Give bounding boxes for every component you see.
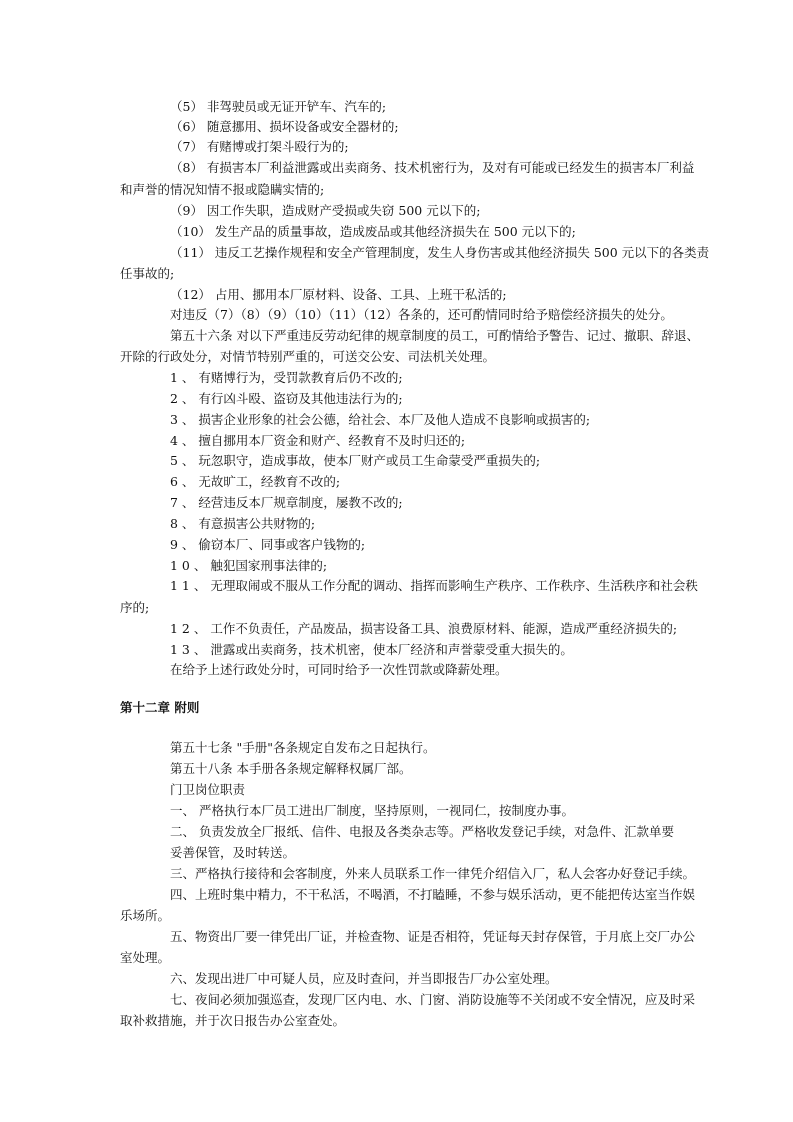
duty-line: 七、夜间必须加强巡查，发现厂区内电、水、门窗、消防设施等不关闭或不安全情况，应及时采 [170, 992, 696, 1007]
duty-line: 乐场所。 [120, 908, 171, 923]
clause-line: （11） 违反工艺操作规程和安全产管理制度，发生人身伤害或其他经济损失 500 元以下的各类责 [170, 245, 710, 260]
clause-line: 第五十六条 对以下严重违反劳动纪律的规章制度的员工，可酌情给予警告、记过、撤职、辞退、 [170, 328, 699, 343]
clause-line: 第五十八条 本手册各条规定解释权属厂部。 [170, 761, 412, 776]
clause-line: 和声誉的情况知情不报或隐瞒实情的; [120, 182, 325, 197]
clause-line: （12） 占用、挪用本厂原材料、设备、工具、上班干私活的; [170, 287, 507, 302]
list-item: 1 0 、 触犯国家刑事法律的; [170, 558, 328, 573]
clause-line: 开除的行政处分，对情节特别严重的，可送交公安、司法机关处理。 [120, 349, 496, 364]
list-item: 5 、 玩忽职守，造成事故，使本厂财产或员工生命蒙受严重损失的; [170, 453, 541, 468]
clause-line: （9） 因工作失职，造成财产受损或失窃 500 元以下的; [170, 203, 481, 218]
clause-line: （6） 随意挪用、损坏设备或安全器材的; [170, 119, 399, 134]
list-item: 1 2 、 工作不负责任，产品废品，损害设备工具、浪费原材料、能源，造成严重经济损失的; [170, 621, 678, 636]
list-item: 9 、 偷窃本厂、同事或客户钱物的; [170, 537, 366, 552]
duty-line: 取补救措施，并于次日报告办公室查处。 [120, 1013, 346, 1028]
clause-line: （10） 发生产品的质量事故，造成废品或其他经济损失在 500 元以下的; [170, 224, 576, 239]
duty-line: 一、 严格执行本厂员工进出厂制度，坚持原则，一视同仁，按制度办事。 [170, 803, 574, 818]
list-item: 7 、 经营违反本厂规章制度，屡教不改的; [170, 495, 403, 510]
clause-line: （7） 有赌博或打架斗殴行为的; [170, 139, 349, 154]
list-item: 1 1 、 无理取闹或不服从工作分配的调动、指挥而影响生产秩序、工作秩序、生活秩序和社会秩 [170, 578, 698, 593]
clause-line: 对违反（7）（8）（9）（10）（11）（12）各条的，还可酌情同时给予赔偿经济损失的处分。 [170, 307, 673, 322]
clause-line: 第五十七条 "手册"各条规定自发布之日起执行。 [170, 740, 436, 755]
duty-line: 妥善保管，及时转送。 [170, 845, 296, 860]
duty-line: 三、严格执行接待和会客制度，外来人员联系工作一律凭介绍信入厂，私人会客办好登记手续。 [170, 866, 696, 881]
list-item: 1 、 有赌博行为，受罚款教育后仍不改的; [170, 370, 403, 385]
list-item: 2 、 有行凶斗殴、盗窃及其他违法行为的; [170, 391, 403, 406]
duty-line: 室处理。 [120, 950, 171, 965]
list-item: 8 、 有意损害公共财物的; [170, 516, 316, 531]
clause-line: 在给予上述行政处分时，可同时给予一次性罚款或降薪处理。 [170, 662, 508, 677]
list-item: 4 、 擅自挪用本厂资金和财产、经教育不及时归还的; [170, 433, 466, 448]
chapter-heading: 第十二章 附则 [120, 700, 200, 715]
list-item: 3 、 损害企业形象的社会公德，给社会、本厂及他人造成不良影响或损害的; [170, 412, 591, 427]
clause-line: 任事故的; [120, 266, 175, 281]
duty-line: 六、发现出进厂中可疑人员，应及时查问，并当即报告厂办公室处理。 [170, 971, 558, 986]
duty-line: 四、上班时集中精力，不干私活，不喝酒，不打瞌睡，不参与娱乐活动，更不能把传达室当作娱 [170, 887, 696, 902]
list-item: 6 、 无故旷工，经教育不改的; [170, 474, 341, 489]
list-item: 序的; [120, 600, 150, 615]
clause-line: （8） 有损害本厂利益泄露或出卖商务、技术机密行为，及对有可能或已经发生的损害本厂利益 [170, 160, 695, 175]
duty-line: 二、 负责发放全厂报纸、信件、电报及各类杂志等。严格收发登记手续，对急件、汇款单要 [170, 824, 674, 839]
duty-line: 五、物资出厂要一律凭出厂证，并检查物、证是否相符，凭证每天封存保管，于月底上交厂办公 [170, 929, 696, 944]
list-item: 1 3 、 泄露或出卖商务，技术机密，使本厂经济和声誉蒙受重大损失的。 [170, 642, 573, 657]
clause-line: （5） 非驾驶员或无证开铲车、汽车的; [170, 99, 387, 114]
section-title: 门卫岗位职责 [170, 782, 246, 797]
